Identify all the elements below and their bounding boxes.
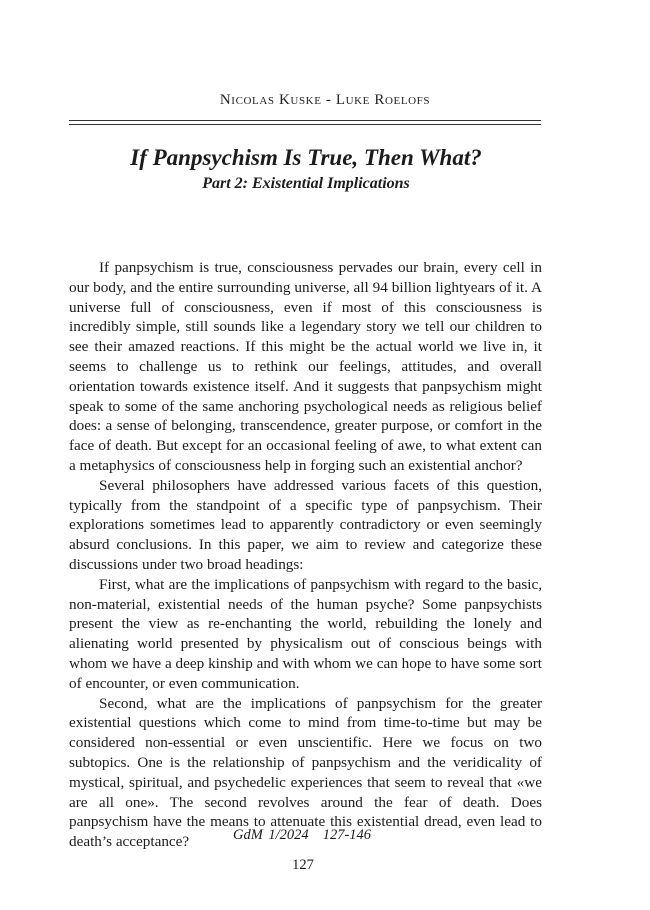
paragraph: Several philosophers have addressed various facets of this question, typically from the standpoint of a specific type of panpsychism. Their explorations sometimes lead to apparently contradictory or even seemingly absurd conclusions. In this paper, we aim to review and categorize these discussions under two broad headings: — [69, 476, 542, 573]
paragraph: First, what are the implications of panpsychism with regard to the basic, non-material, existential needs of the human psyche? Some panpsychists present the view as re-enchanting the world, rebuilding the lonely and alienating world presented by physicalism out of conscious beings with whom we have a deep kinship and with whom we can hope to have some sort of encounter, or even communication. — [69, 575, 542, 692]
article-title: If Panpsychism Is True, Then What? — [130, 145, 482, 170]
page-number: 127 — [292, 857, 314, 873]
page-range: 127-146 — [322, 827, 372, 843]
article-subtitle: Part 2: Existential Implications — [202, 175, 410, 192]
header-rule-bottom — [69, 124, 541, 125]
paragraph: Second, what are the implications of panpsychism for the greater existential questions which come to mind from time-to-time but may be considered non-essential or even unscientific. Here we focus on two subtopics. One is the relationship of panpsychism and the veridicality of mystical, spiritual, and psychedelic experiences that seem to reveal that «we are all one». The second revolves around the fear of death. Does panpsychism have the means to attenuate this existential dread, even lead to death’s acceptance? — [69, 694, 542, 851]
journal-issue: GdM 1/2024 — [232, 827, 309, 843]
running-head: Nicolas Kuske - Luke Roelofs — [219, 92, 431, 108]
paragraph: If panpsychism is true, consciousness pervades our brain, every cell in our body, and the entire surrounding universe, all 94 billion lightyears of it. A universe full of consciousness, even if most of this consciousness is incredibly simple, still sounds like a legendary story we tell our children to see their amazed reactions. If this might be the actual world we live in, it seems to challenge us to rethink our feelings, attitudes, and overall orientation towards existence itself. And it suggests that panpsychism might speak to some of the same anchoring psychological needs as religious belief does: a sense of belonging, transcendence, greater purpose, or comfort in the face of death. But except for an occasional feeling of awe, to what extent can a metaphysics of consciousness help in forging such an existential anchor? — [69, 259, 542, 474]
article-body — [69, 258, 542, 852]
header-rule-top — [69, 120, 541, 121]
journal-footer — [0, 827, 604, 844]
